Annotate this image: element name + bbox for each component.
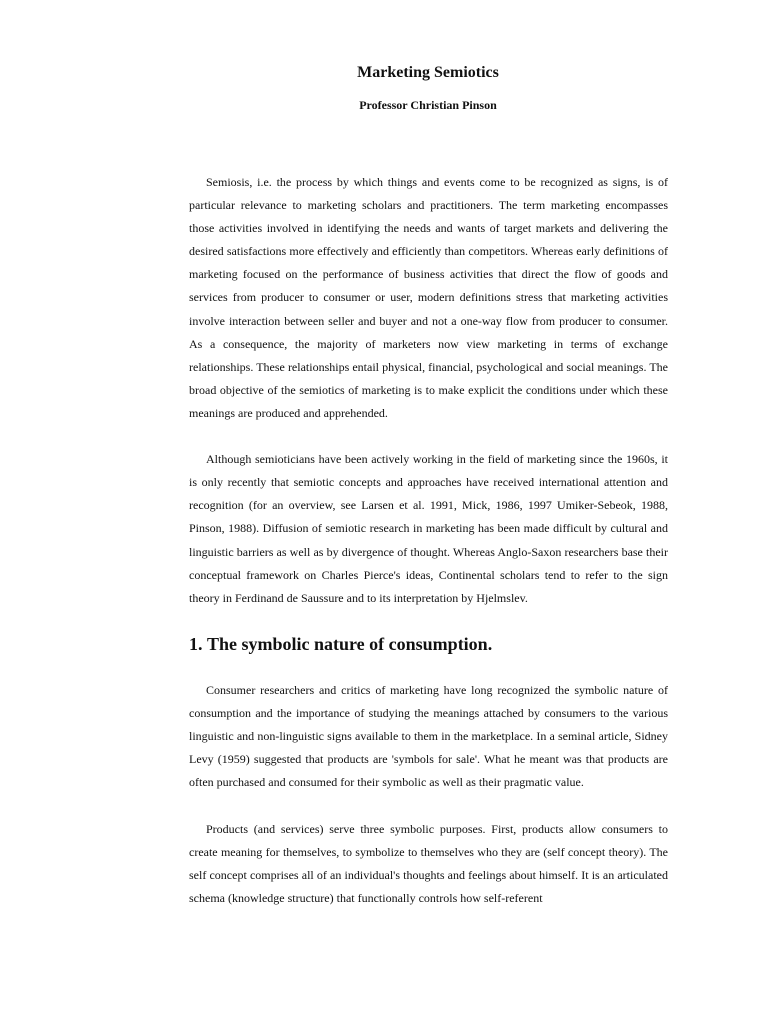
paragraph-symbolic-consumption: Consumer researchers and critics of marketing have long recognized the symbolic nature of consumption and the importance of studying the meanings attached by consumers to the various linguistic and non-linguistic signs available to them in the marketplace. In a seminal article, Sidney Levy (1959) suggested that products are 'symbols for sale'. What he meant was that products are often purchased and consumed for their symbolic as well as their pragmatic value.	[189, 683, 668, 790]
section-heading	[189, 633, 668, 656]
document-title: Marketing Semiotics	[357, 64, 499, 81]
document-author: Professor Christian Pinson	[359, 98, 497, 112]
section-heading-text: The symbolic nature of consumption.	[207, 633, 493, 654]
paragraph-history: Although semioticians have been actively working in the field of marketing since the 1960s, it is only recently that semiotic concepts and approaches have received international attention and recognition (for an overview, see Larsen et al. 1991, Mick, 1986, 1997 Umiker-Sebeok, 1988, Pinson, 1988). Diffusion of semiotic research in marketing has been made difficult by cultural and linguistic barriers as well as by divergence of thought. Whereas Anglo-Saxon researchers base their conceptual framework on Charles Pierce's ideas, Continental scholars tend to refer to the sign theory in Ferdinand de Saussure and to its interpretation by Hjelmslev.	[189, 452, 668, 605]
section-number: 1.	[189, 633, 203, 654]
document-body	[189, 171, 668, 910]
paragraph-semiosis: Semiosis, i.e. the process by which things and events come to be recognized as signs, is of particular relevance to marketing scholars and practitioners. The term marketing encompasses those activities involved in identifying the needs and wants of target markets and delivering the desired satisfactions more effectively and efficiently than competitors. Whereas early definitions of marketing focused on the performance of business activities that direct the flow of goods and services from producer to consumer or user, modern definitions stress that marketing activities involve interaction between seller and buyer and not a one-way flow from producer to consumer. As a consequence, the majority of marketers now view marketing in terms of exchange relationships. These relationships entail physical, financial, psychological and social meanings. The broad objective of the semiotics of marketing is to make explicit the conditions under which these meanings are produced and apprehended.	[189, 175, 668, 420]
paragraph-symbolic-purposes: Products (and services) serve three symbolic purposes. First, products allow consumers to create meaning for themselves, to symbolize to themselves who they are (self concept theory). The self concept comprises all of an individual's thoughts and feelings about himself. It is an articulated schema (knowledge structure) that functionally controls how self-referent	[189, 821, 668, 905]
